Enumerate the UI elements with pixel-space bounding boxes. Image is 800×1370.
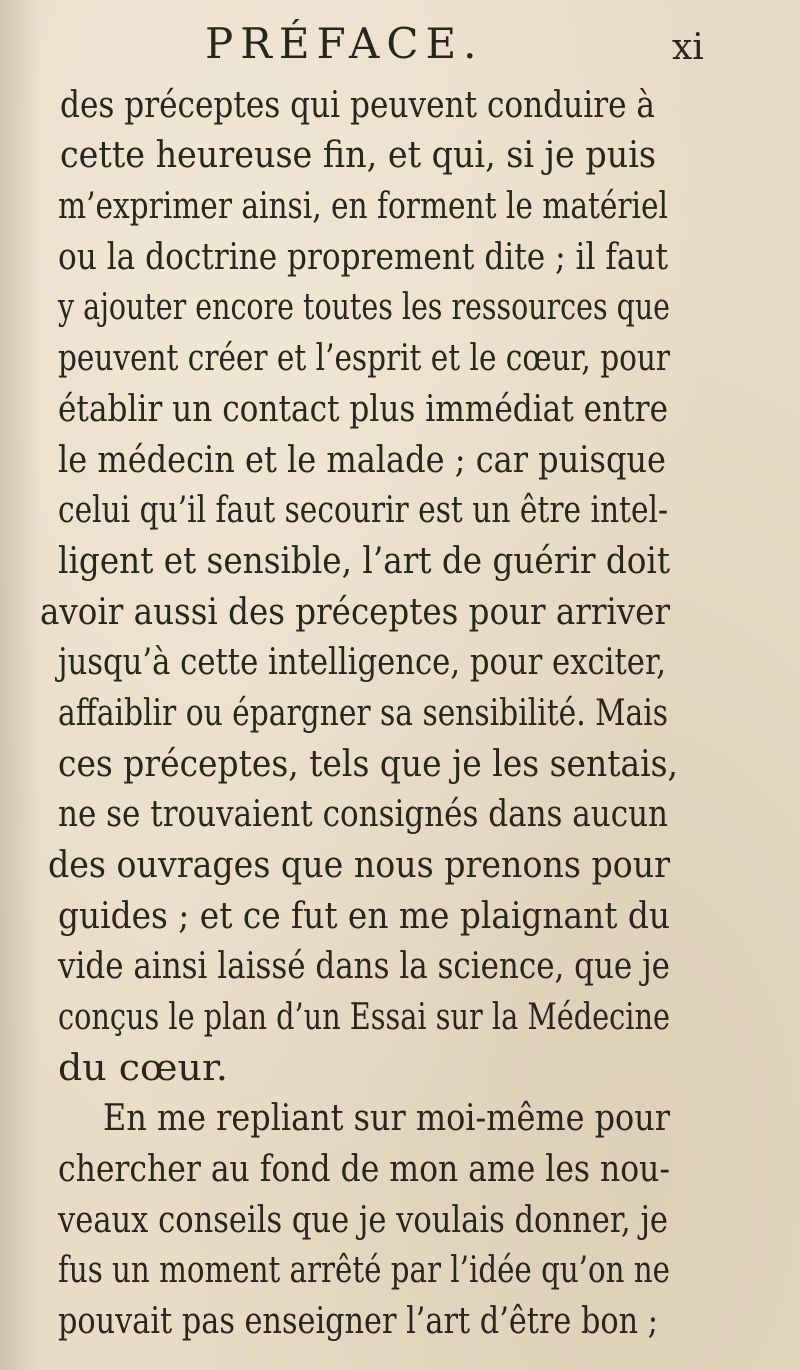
- text-line: veaux conseils que je voulais donner, je: [58, 1200, 668, 1241]
- text-line: fus un moment arrêté par l’idée qu’on ne: [58, 1250, 670, 1291]
- text-line: peuvent créer et l’esprit et le cœur, pour: [58, 338, 670, 379]
- text-line: ne se trouvaient consignés dans aucun: [58, 794, 668, 835]
- text-line: guides ; et ce fut en me plaignant du: [58, 896, 670, 937]
- text-line: du cœur.: [58, 1048, 228, 1089]
- text-line: pouvait pas enseigner l’art d’être bon ;: [58, 1301, 658, 1342]
- text-line: jusqu’à cette intelligence, pour exciter,: [58, 642, 666, 683]
- text-line: chercher au fond de mon ame les nou-: [58, 1149, 670, 1190]
- text-line: ou la doctrine proprement dite ; il faut: [58, 237, 668, 278]
- text-line: vide ainsi laissé dans la science, que je: [58, 946, 670, 987]
- text-line: le médecin et le malade ; car puisque: [58, 440, 666, 481]
- text-line: des ouvrages que nous prenons pour: [48, 845, 670, 886]
- text-line: établir un contact plus immédiat entre: [58, 389, 668, 430]
- text-line: m’exprimer ainsi, en forment le matériel: [58, 186, 668, 227]
- text-line: y ajouter encore toutes les ressources que: [58, 287, 670, 328]
- text-line: des préceptes qui peuvent conduire à: [60, 85, 655, 126]
- running-title: PRÉFACE.: [205, 19, 484, 68]
- text-line: En me repliant sur moi-même pour: [103, 1098, 670, 1139]
- text-line: affaiblir ou épargner sa sensibilité. Mais: [58, 693, 668, 734]
- page-number: xi: [672, 27, 704, 68]
- text-line: conçus le plan d’un Essai sur la Médecine: [58, 997, 670, 1038]
- text-line: ligent et sensible, l’art de guérir doit: [58, 541, 670, 582]
- text-line: ces préceptes, tels que je les sentais,: [58, 744, 678, 785]
- text-line: celui qu’il faut secourir est un être intel-: [58, 490, 668, 531]
- text-line: cette heureuse fin, et qui, si je puis: [60, 135, 656, 176]
- text-line: avoir aussi des préceptes pour arriver: [40, 592, 670, 633]
